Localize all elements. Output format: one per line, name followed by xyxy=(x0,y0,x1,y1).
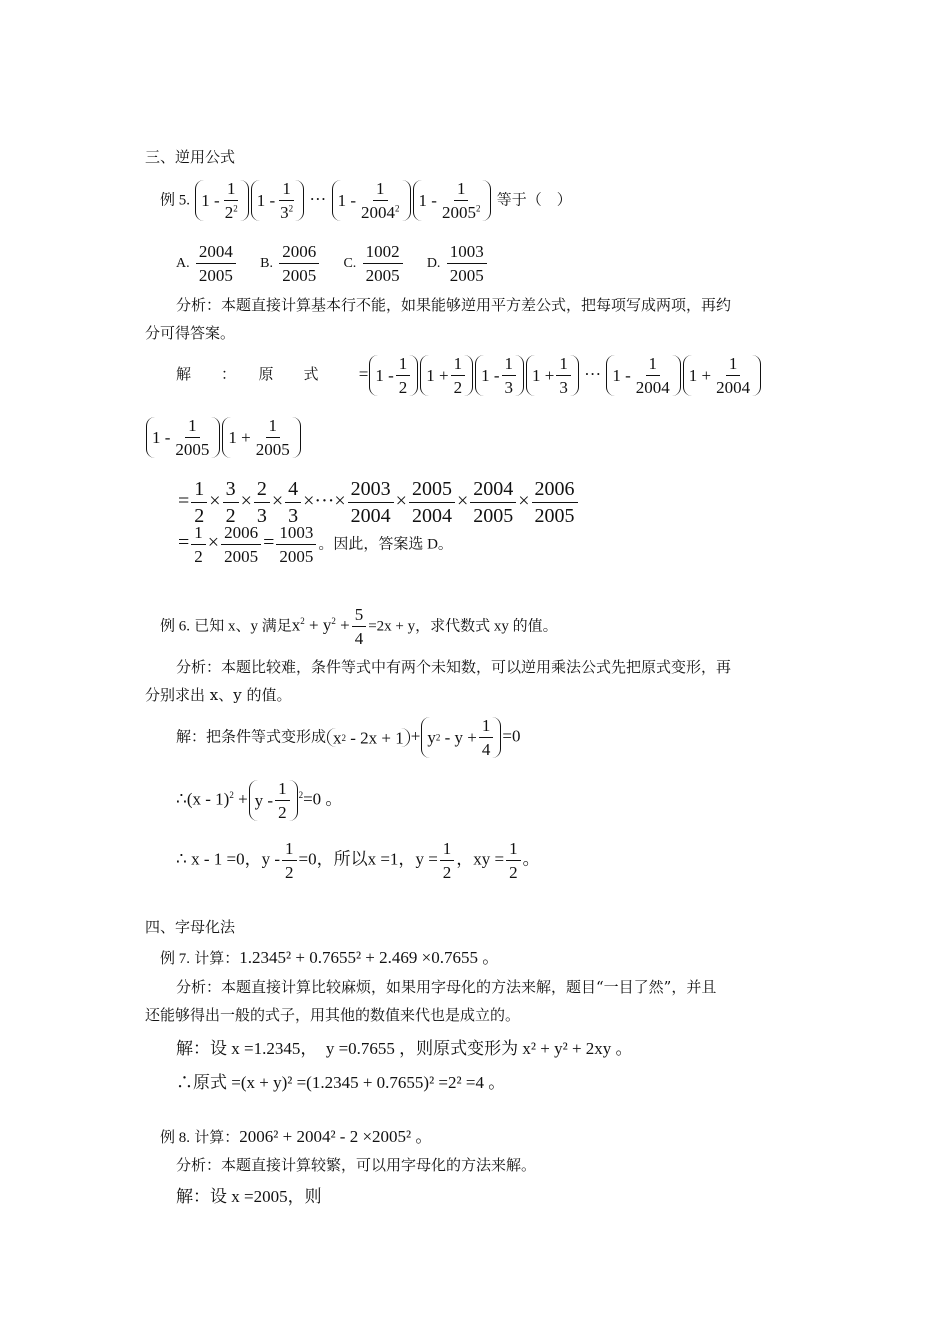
example-7-analysis-line1: 分析：本题直接计算比较麻烦，如果用字母化的方法来解，题目“一目了然”，并且 xyxy=(176,978,717,996)
example-7-problem: 例 7. 计算：1.2345² + 0.7655² + 2.469 ×0.7655 。 xyxy=(160,948,500,967)
example-5-options xyxy=(176,243,489,284)
section-heading-4: 四、字母化法 xyxy=(145,918,236,936)
example-8-solution: 解：设 x =2005，则 xyxy=(176,1187,322,1206)
example-6-analysis-line1: 分析：本题比较难，条件等式中有两个未知数，可以逆用乘法公式先把原式变形，再 xyxy=(176,658,732,676)
example-6-analysis-line2: 分别求出 x、y 的值。 xyxy=(145,686,292,704)
example-6-solution-line2: ∴(x - 1)$^2$ + y - $\frac{1}{2}$ $^2$=0 。 xyxy=(176,779,343,822)
example-8-analysis: 分析：本题直接计算较繁，可以用字母化的方法来解。 xyxy=(176,1156,537,1174)
example-7-result: ∴原式 =(x + y)² =(1.2345 + 0.7655)² =2² =4 。 xyxy=(176,1073,506,1092)
example-5-analysis-line2: 分可得答案。 xyxy=(145,324,236,342)
example-5-problem: 例 5. 1 - $\frac{1}{2^2}$ 1 - $\frac{1}{3^2}$ ··· 1 - $\frac{1}{2004^2}$ 1 - $\frac{1}{2005^2}$ 等于（ ） xyxy=(160,179,572,222)
example-5-solution-line1: 解 ： 原 式 = 1 - $\frac{1}{2}$ 1 + $\frac{1}{2}$ 1 - $\frac{1}{3}$ 1 + $\frac{1}{3}$ ··· 1 - $\frac{1}{2004}$ 1 + $\frac{1}{2004}$ xyxy=(176,355,762,396)
example-5-label: 例 5. xyxy=(160,192,191,209)
example-5-analysis-line1: 分析：本题直接计算基本行不能，如果能够逆用平方差公式，把每项写成两项，再约 xyxy=(176,296,732,314)
example-6-solution-line1: 解：把条件等式变形成 x2 - 2x + 1 + y2 - y + $\frac{1}{4}$ =0 xyxy=(176,716,521,759)
example-6-problem: 例 6. 已知 x、y 满足$x^2 + y^2$ + $\frac{5}{4}$ =2x + y，求代数式 xy 的值。 xyxy=(160,605,558,648)
example-7-analysis-line2: 还能够得出一般的式子，用其他的数值来代也是成立的。 xyxy=(145,1006,521,1024)
example-8-problem: 例 8. 计算：2006² + 2004² - 2 ×2005² 。 xyxy=(160,1127,433,1146)
section-heading-3: 三、逆用公式 xyxy=(145,148,236,166)
example-5-solution-line2: 1 - $\frac{1}{2005}$ 1 + $\frac{1}{2005}$ xyxy=(145,417,302,458)
example-5-solution-line4: = $\frac{1}{2}$ × $\frac{2006}{2005}$ = $\frac{1003}{2005}$ 。因此，答案选 D。 xyxy=(178,523,453,566)
option-c: C. $\frac{1002}{2005}$ xyxy=(343,252,404,271)
option-d: D. $\frac{1003}{2005}$ xyxy=(427,252,489,271)
option-b: B. $\frac{2006}{2005}$ xyxy=(260,252,321,271)
option-a: A. $\frac{2004}{2005}$ xyxy=(176,252,238,271)
example-5-solution-line3: = $\frac{1}{2}$ × $\frac{3}{2}$ × $\frac{2}{3}$ × $\frac{4}{3}$ ×···× $\frac{2003}{2004}$ × $\frac{2005}{2004}$ × $\frac{2004}{2005}$ × $\frac{2006}{2005}$ xyxy=(178,479,580,526)
example-7-solution: 解：设 x =1.2345， y =0.7655 ，则原式变形为 x² + y² + 2xy 。 xyxy=(176,1039,633,1058)
example-6-solution-line3: ∴ x - 1 =0，y - $\frac{1}{2}$ =0，所以x =1，y = $\frac{1}{2}$ ，xy = $\frac{1}{2}$ 。 xyxy=(176,839,540,882)
